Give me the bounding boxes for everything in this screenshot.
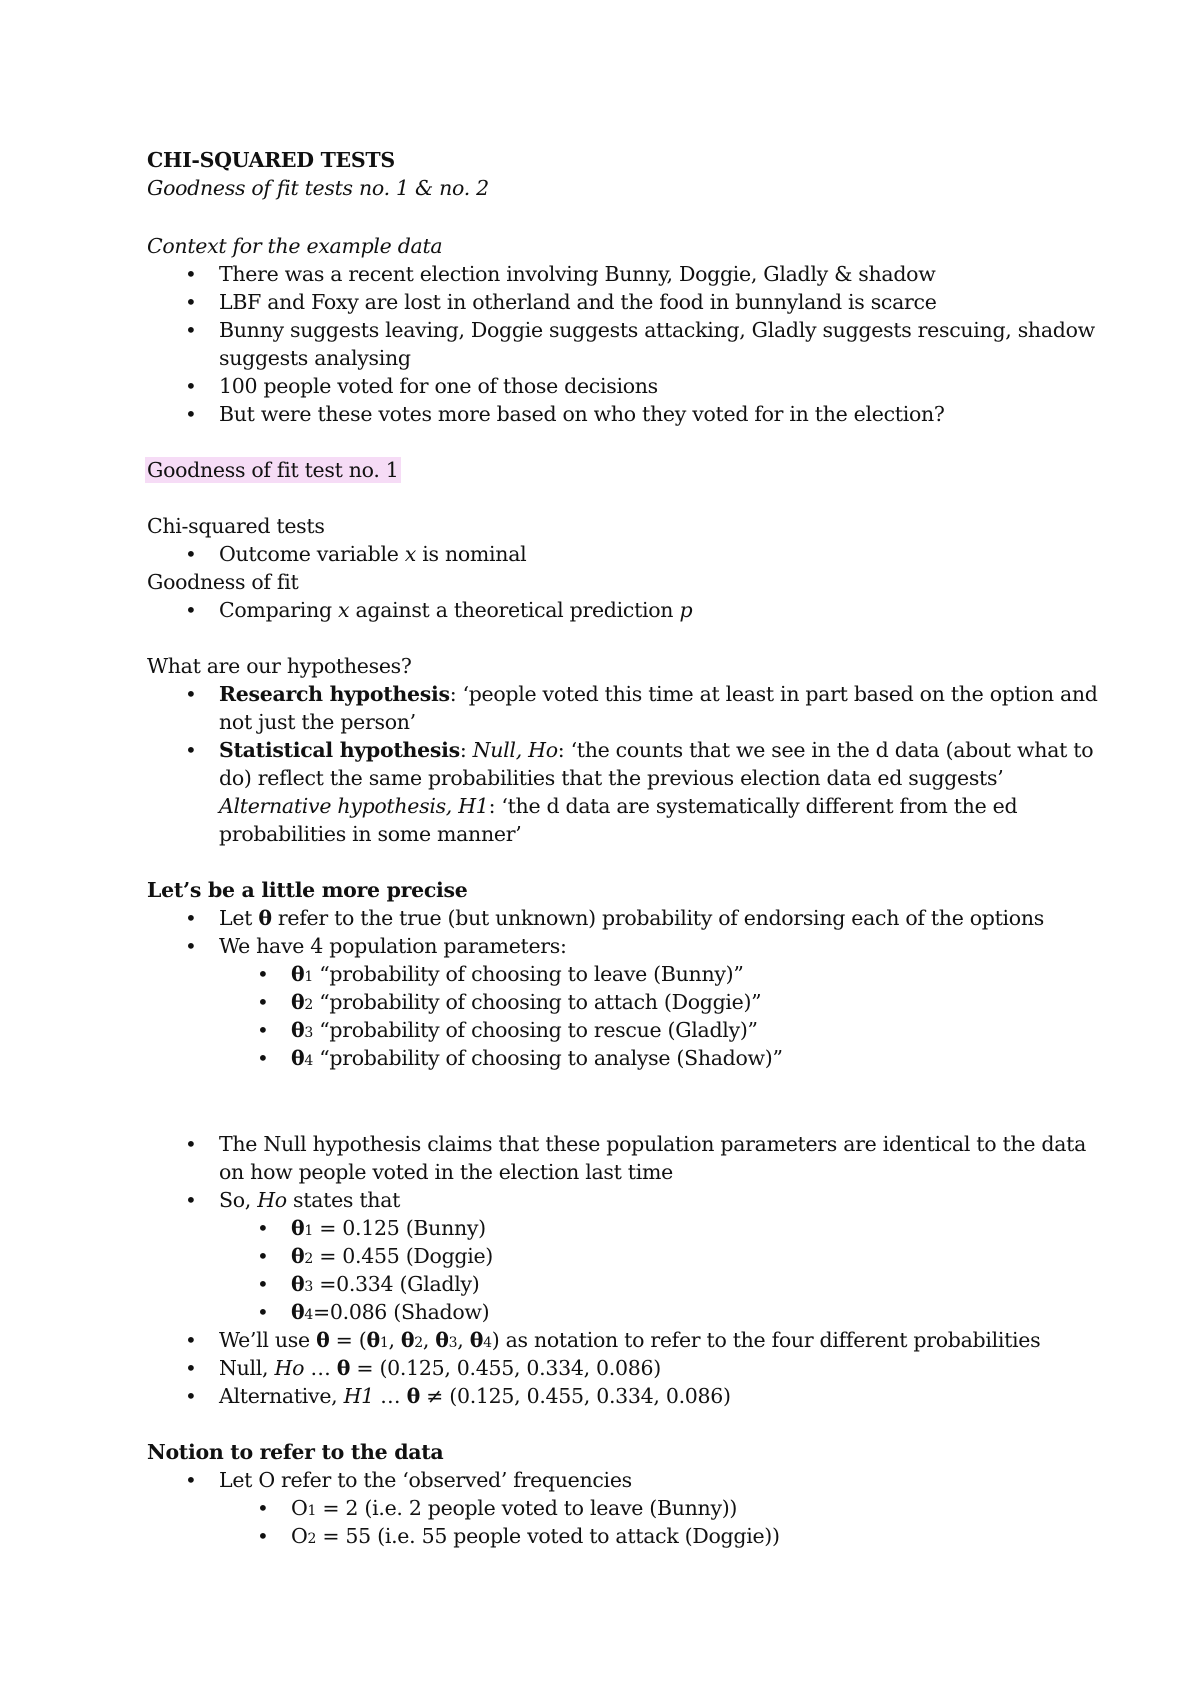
bullet: • xyxy=(185,262,197,286)
alt-label: Alternative hypothesis, H1 xyxy=(219,794,489,818)
label: Statistical hypothesis xyxy=(219,738,460,762)
bullet: • xyxy=(185,542,197,566)
text: “probability of choosing to rescue (Gladly)” xyxy=(312,1018,758,1042)
doc-subtitle: Goodness of fit tests no. 1 & no. 2 xyxy=(147,176,489,200)
h1-label: H1 xyxy=(343,1384,374,1408)
bullet: • xyxy=(185,402,197,426)
text: “probability of choosing to leave (Bunny)” xyxy=(312,962,744,986)
label: Research hypothesis xyxy=(219,682,450,706)
text: = 2 (i.e. 2 people voted to leave (Bunny)) xyxy=(316,1496,738,1520)
value-item xyxy=(291,1298,489,1329)
text: = (0.125, 0.455, 0.334, 0.086) xyxy=(350,1356,661,1380)
value-item xyxy=(291,1214,486,1245)
list-item: Statistical hypothesis: Null, Ho: ‘the counts that we see in the d data (about what to xyxy=(219,738,1094,762)
text: Let xyxy=(219,906,259,930)
bullet: • xyxy=(185,598,197,622)
list-item xyxy=(219,1466,632,1494)
list-item-continuation xyxy=(219,792,1017,820)
text: = ( xyxy=(329,1328,367,1352)
subscript: 1 xyxy=(304,969,313,985)
bullet: • xyxy=(185,906,197,930)
text: Let xyxy=(219,1468,259,1492)
text: Null, xyxy=(219,1356,275,1380)
theta-symbol: θ xyxy=(400,1328,415,1352)
subscript: 1 xyxy=(379,1335,389,1351)
text: : ‘people voted this time at least in part based on the option and xyxy=(449,682,1098,706)
hyp-heading: What are our hypotheses? xyxy=(147,654,412,678)
bullet: • xyxy=(257,1300,269,1324)
variable: p xyxy=(679,598,693,622)
theta-symbol: θ xyxy=(291,962,305,986)
notion-heading: Notion to refer to the data xyxy=(147,1440,444,1464)
subscript: 4 xyxy=(304,1053,313,1069)
list-item: The Null hypothesis claims that these population parameters are identical to the data xyxy=(219,1132,1086,1156)
list-item-continuation: not just the person’ xyxy=(219,710,416,734)
text: = 0.455 (Doggie) xyxy=(312,1244,494,1268)
text: Comparing xyxy=(219,598,339,622)
text: is nominal xyxy=(416,542,527,566)
bullet: • xyxy=(185,1468,197,1492)
highlight: Goodness of fit test no. 1 xyxy=(147,458,399,482)
bullet: • xyxy=(257,1216,269,1240)
gof-heading: Goodness of fit xyxy=(147,570,299,594)
text: =0.086 (Shadow) xyxy=(312,1300,490,1324)
text: : ‘the counts that we see in the d data (about what to xyxy=(557,738,1094,762)
bullet: • xyxy=(185,934,197,958)
theta-symbol: θ xyxy=(336,1356,351,1380)
theta-symbol: θ xyxy=(291,1272,305,1296)
list-item xyxy=(219,1382,731,1410)
null-label: Null, Ho xyxy=(472,738,558,762)
text: states that xyxy=(286,1188,401,1212)
list-item-continuation: on how people voted in the election last time xyxy=(219,1160,673,1184)
bullet: • xyxy=(185,1328,197,1352)
bullet: • xyxy=(185,290,197,314)
text: “probability of choosing to analyse (Shadow)” xyxy=(312,1046,783,1070)
value-item xyxy=(291,1270,480,1301)
bullet: • xyxy=(185,374,197,398)
theta-symbol: θ xyxy=(316,1328,330,1352)
list-item-continuation: probabilities in some manner’ xyxy=(219,822,522,846)
bullet: • xyxy=(257,1496,269,1520)
text: Outcome variable xyxy=(219,542,405,566)
text: We’ll use xyxy=(219,1328,317,1352)
subscript: 2 xyxy=(304,1251,313,1267)
text: = 0.125 (Bunny) xyxy=(312,1216,486,1240)
text: So, xyxy=(219,1188,258,1212)
bullet: • xyxy=(185,1132,197,1156)
subscript: 3 xyxy=(448,1335,458,1351)
text: : ‘the d data are systematically different from the ed xyxy=(488,794,1018,818)
context-heading: Context for the example data xyxy=(147,234,443,258)
list-item: There was a recent election involving Bunny, Doggie, Gladly & shadow xyxy=(219,262,936,286)
subscript: 3 xyxy=(304,1025,313,1041)
theta-symbol: θ xyxy=(435,1328,449,1352)
subscript: 3 xyxy=(304,1279,313,1295)
list-item: LBF and Foxy are lost in otherland and the food in bunnyland is scarce xyxy=(219,290,937,314)
chi-heading: Chi-squared tests xyxy=(147,514,325,538)
text: =0.334 (Gladly) xyxy=(312,1272,480,1296)
obs-item xyxy=(291,1494,737,1525)
section-heading xyxy=(145,456,401,484)
bullet: • xyxy=(257,990,269,1014)
subscript: 1 xyxy=(304,1223,313,1239)
text: “probability of choosing to attach (Doggie)” xyxy=(312,990,762,1014)
param-item xyxy=(291,1044,783,1075)
theta-symbol: θ xyxy=(291,1216,305,1240)
subscript: 2 xyxy=(307,1531,317,1547)
list-item xyxy=(219,680,1098,708)
list-item xyxy=(219,904,1044,932)
list-item: 100 people voted for one of those decisions xyxy=(219,374,658,398)
text: refer to the ‘observed’ frequencies xyxy=(274,1468,632,1492)
text: ≠ (0.125, 0.455, 0.334, 0.086) xyxy=(419,1384,731,1408)
bullet: • xyxy=(257,1272,269,1296)
subscript: 2 xyxy=(414,1335,423,1351)
theta-symbol: θ xyxy=(291,1244,305,1268)
param-item xyxy=(291,960,744,991)
subscript: 4 xyxy=(304,1307,313,1323)
list-item: Bunny suggests leaving, Doggie suggests attacking, Gladly suggests rescuing, shadow xyxy=(219,318,1095,342)
list-item-continuation: do) reflect the same probabilities that the previous election data ed suggests’ xyxy=(219,766,1004,790)
o-symbol: O xyxy=(291,1496,308,1520)
text: ) as notation to refer to the four different probabilities xyxy=(491,1328,1041,1352)
list-item: We’ll use θ = (θ1, θ2, θ3, θ4) as notation to refer to the four different probabilities xyxy=(219,1328,1041,1352)
list-item: We have 4 population parameters: xyxy=(219,934,567,958)
theta-symbol: θ xyxy=(366,1328,380,1352)
bullet: • xyxy=(185,682,197,706)
h0-label: Ho xyxy=(274,1356,305,1380)
param-item xyxy=(291,988,761,1019)
h0-label: Ho xyxy=(257,1188,287,1212)
param-item xyxy=(291,1016,758,1047)
list-item-continuation: suggests analysing xyxy=(219,346,411,370)
text: against a theoretical prediction xyxy=(349,598,680,622)
list-item xyxy=(219,1186,400,1214)
text: … xyxy=(304,1356,337,1380)
bullet: • xyxy=(257,1524,269,1548)
bullet: • xyxy=(257,1244,269,1268)
theta-symbol: θ xyxy=(291,1046,305,1070)
subscript: 2 xyxy=(304,997,313,1013)
bullet: • xyxy=(185,318,197,342)
theta-symbol: θ xyxy=(406,1384,420,1408)
doc-title: CHI-SQUARED TESTS xyxy=(147,148,395,172)
theta-symbol: θ xyxy=(291,1300,305,1324)
list-item xyxy=(219,540,526,568)
subscript: 1 xyxy=(307,1503,317,1519)
bullet: • xyxy=(257,962,269,986)
theta-symbol: θ xyxy=(258,906,272,930)
text: … xyxy=(373,1384,407,1408)
text: = 55 (i.e. 55 people voted to attack (Doggie)) xyxy=(316,1524,780,1548)
subscript: 4 xyxy=(483,1335,492,1351)
bullet: • xyxy=(257,1046,269,1070)
theta-symbol: θ xyxy=(469,1328,484,1352)
bullet: • xyxy=(257,1018,269,1042)
theta-symbol: θ xyxy=(291,1018,305,1042)
obs-item xyxy=(291,1522,780,1553)
bullet: • xyxy=(185,1188,197,1212)
bullet: • xyxy=(185,738,197,762)
text: refer to the true (but unknown) probability of endorsing each of the options xyxy=(271,906,1044,930)
list-item xyxy=(219,596,692,624)
theta-symbol: θ xyxy=(291,990,305,1014)
variable: x xyxy=(338,598,350,622)
bullet: • xyxy=(185,1384,197,1408)
list-item xyxy=(219,1354,661,1382)
text: Alternative, xyxy=(219,1384,344,1408)
bullet: • xyxy=(185,1356,197,1380)
o-symbol: O xyxy=(258,1468,275,1492)
value-item xyxy=(291,1242,493,1273)
precise-heading: Let’s be a little more precise xyxy=(147,878,468,902)
variable: x xyxy=(404,542,417,566)
o-symbol: O xyxy=(291,1524,308,1548)
list-item: But were these votes more based on who they voted for in the election? xyxy=(219,402,945,426)
